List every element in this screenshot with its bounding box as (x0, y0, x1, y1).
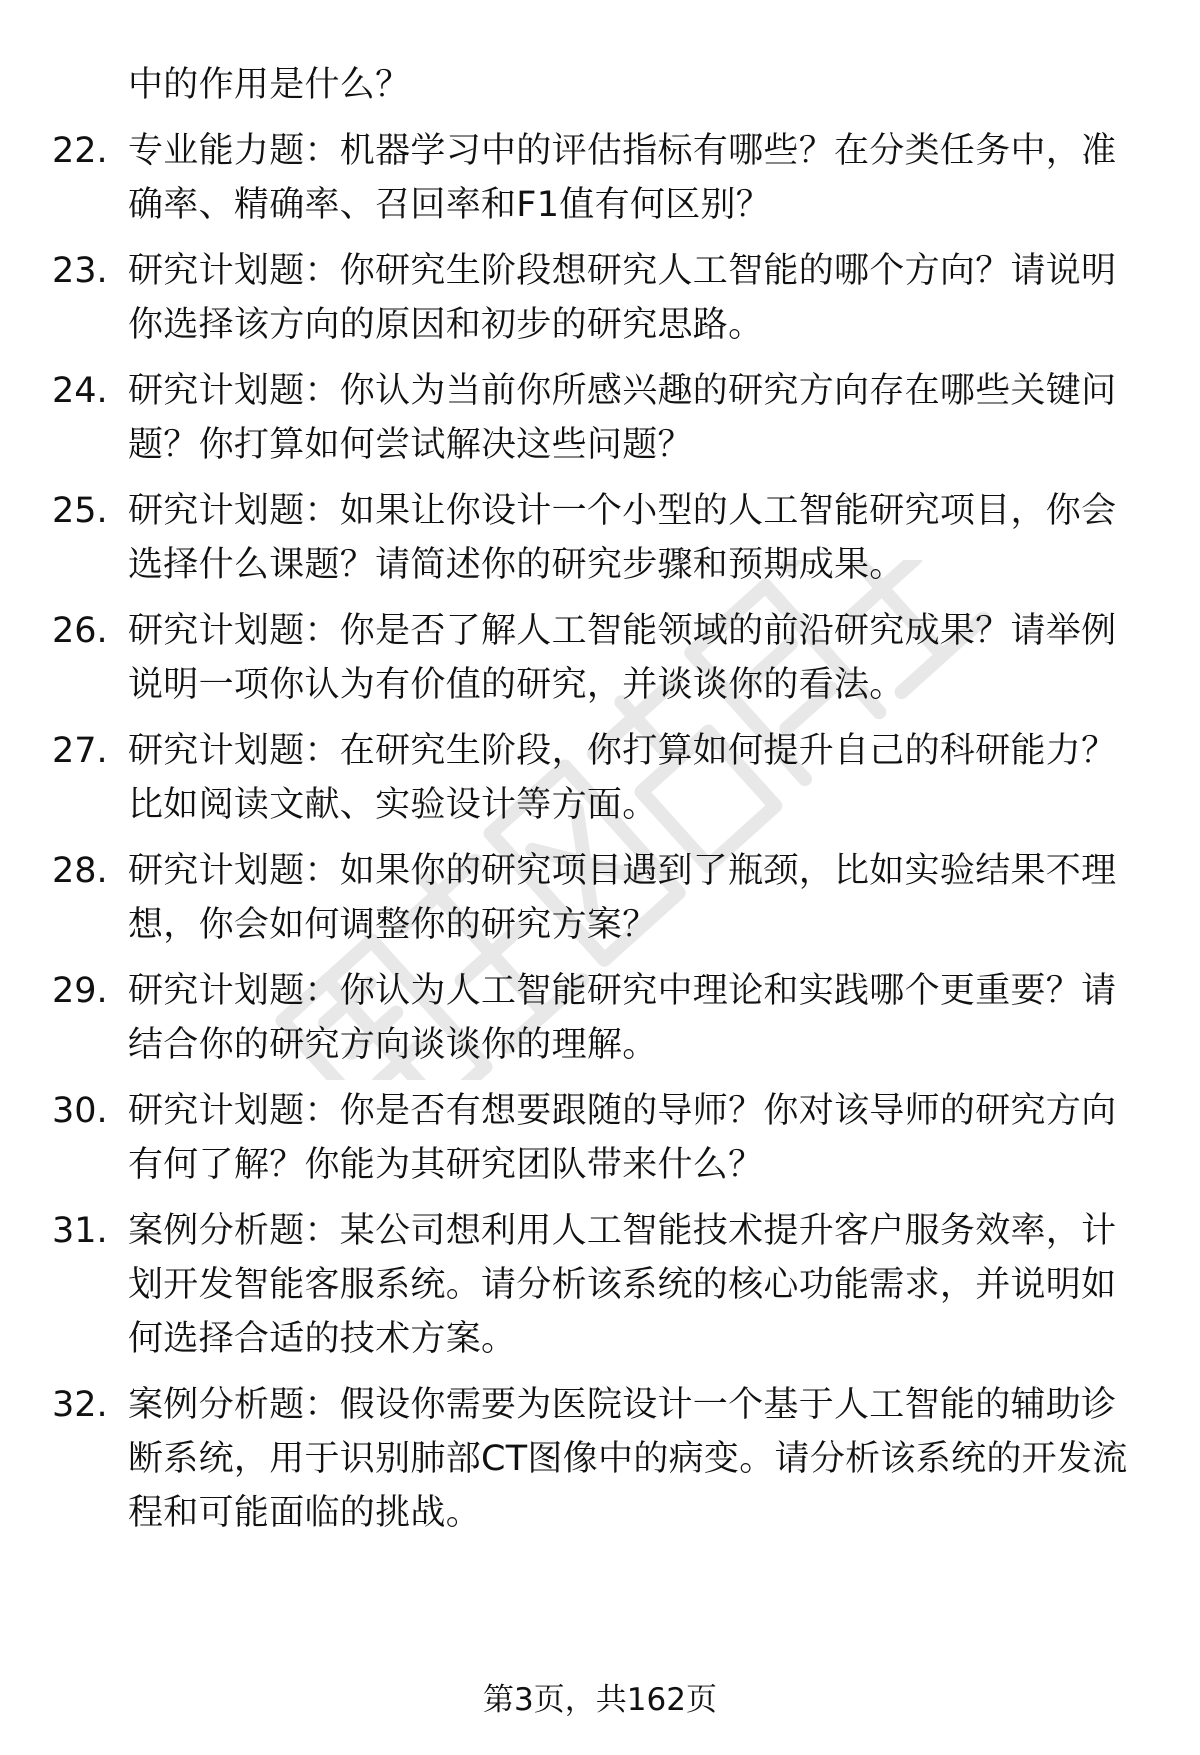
item-line: 研究计划题：如果让你设计一个小型的人工智能研究项目，你会 (128, 491, 1117, 531)
item-number: 25. (52, 491, 108, 531)
item-line: 案例分析题：假设你需要为医院设计一个基于人工智能的辅助诊 (128, 1385, 1117, 1425)
item-line: 题？你打算如何尝试解决这些问题？ (128, 425, 693, 465)
item-number: 32. (52, 1385, 108, 1425)
item-line: 研究计划题：你是否了解人工智能领域的前沿研究成果？请举例 (128, 611, 1117, 651)
continuation-line: 中的作用是什么？ (128, 65, 411, 105)
item-line: 专业能力题：机器学习中的评估指标有哪些？在分类任务中，准 (128, 131, 1117, 171)
item-text (128, 1204, 1152, 1366)
item-line: 研究计划题：在研究生阶段，你打算如何提升自己的科研能力？ (128, 731, 1117, 771)
item-number: 22. (52, 131, 108, 171)
item-number: 29. (52, 971, 108, 1011)
list-item (52, 244, 1152, 352)
item-line: 研究计划题：你认为当前你所感兴趣的研究方向存在哪些关键问 (128, 371, 1117, 411)
item-line: 断系统，用于识别肺部CT图像中的病变。请分析该系统的开发流 (128, 1439, 1128, 1479)
item-line: 结合你的研究方向谈谈你的理解。 (128, 1025, 658, 1065)
item-line: 选择什么课题？请简述你的研究步骤和预期成果。 (128, 545, 905, 585)
item-line: 案例分析题：某公司想利用人工智能技术提升客户服务效率，计 (128, 1211, 1117, 1251)
item-text (128, 1084, 1152, 1192)
item-line: 研究计划题：你认为人工智能研究中理论和实践哪个更重要？请 (128, 971, 1117, 1011)
item-line: 你选择该方向的原因和初步的研究思路。 (128, 305, 764, 345)
item-number: 26. (52, 611, 108, 651)
list-item (52, 724, 1152, 832)
item-line: 划开发智能客服系统。请分析该系统的核心功能需求，并说明如 (128, 1265, 1117, 1305)
question-list (52, 58, 1152, 1540)
item-number: 31. (52, 1211, 108, 1251)
list-item (52, 844, 1152, 952)
item-number: 24. (52, 371, 108, 411)
list-item (52, 124, 1152, 232)
item-number: 27. (52, 731, 108, 771)
item-text (128, 364, 1152, 472)
item-number: 30. (52, 1091, 108, 1131)
item-line: 有何了解？你能为其研究团队带来什么？ (128, 1145, 764, 1185)
list-item (52, 1204, 1152, 1366)
item-line: 研究计划题：你研究生阶段想研究人工智能的哪个方向？请说明 (128, 251, 1117, 291)
item-text (128, 604, 1152, 712)
item-text (128, 964, 1152, 1072)
item-line: 研究计划题：你是否有想要跟随的导师？你对该导师的研究方向 (128, 1091, 1117, 1131)
item-line: 研究计划题：如果你的研究项目遇到了瓶颈，比如实验结果不理 (128, 851, 1117, 891)
list-item (52, 1378, 1152, 1540)
item-line: 比如阅读文献、实验设计等方面。 (128, 785, 658, 825)
list-item (52, 964, 1152, 1072)
list-item (52, 484, 1152, 592)
list-item (52, 1084, 1152, 1192)
list-item (52, 364, 1152, 472)
item-text (128, 124, 1152, 232)
item-line: 想，你会如何调整你的研究方案？ (128, 905, 658, 945)
page-footer: 第3页，共162页 (483, 1682, 717, 1718)
item-number: 23. (52, 251, 108, 291)
item-line: 程和可能面临的挑战。 (128, 1493, 482, 1533)
item-text (128, 484, 1152, 592)
item-line: 说明一项你认为有价值的研究，并谈谈你的看法。 (128, 665, 905, 705)
item-text (128, 244, 1152, 352)
item-text (128, 844, 1152, 952)
item-text (128, 724, 1152, 832)
item-line: 确率、精确率、召回率和F1值有何区别？ (128, 185, 772, 225)
item-line: 何选择合适的技术方案。 (128, 1319, 517, 1359)
item-number: 28. (52, 851, 108, 891)
list-item (52, 604, 1152, 712)
item-text (128, 1378, 1152, 1540)
